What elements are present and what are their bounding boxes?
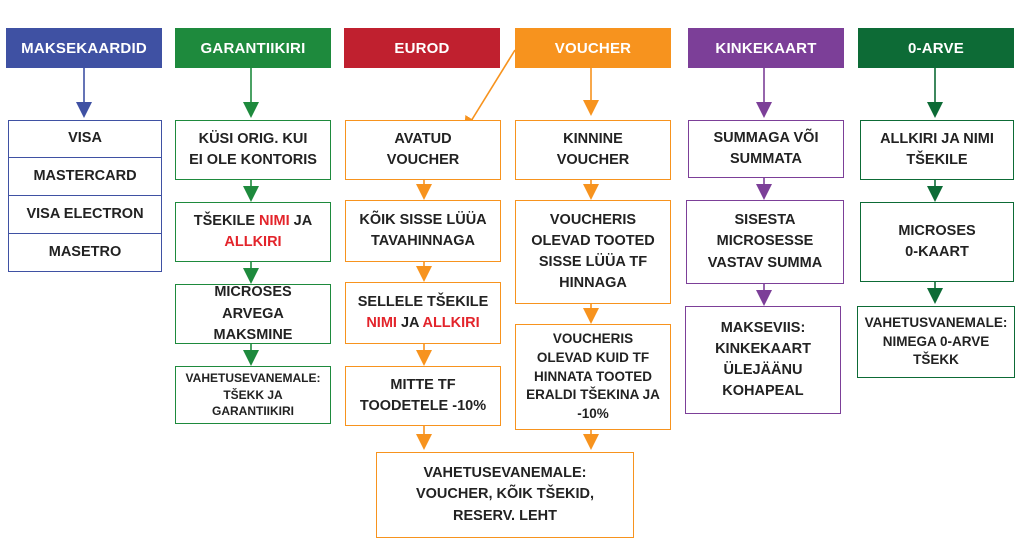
card-visa: [8, 120, 162, 158]
header-voucher: VOUCHER: [515, 28, 671, 68]
a4-line-2: TOODETELE -10%: [359, 398, 487, 414]
a1-line-1: AVATUD: [394, 130, 452, 147]
k2-line-2: OLEVAD TOOTED: [531, 232, 655, 249]
o1-line-1: ALLKIRI JA NIMI: [880, 130, 994, 147]
g3-line-1: MICROSES ARVEGA: [214, 284, 292, 322]
kk3-line-2: KINKEKAART: [715, 340, 811, 357]
avatud-step-2: [345, 200, 501, 262]
g3-line-2: MAKSMINE: [213, 326, 293, 343]
g2-name: NIMI: [259, 212, 290, 229]
kinkekaart-step-1: [688, 120, 844, 178]
card-masetro: [8, 234, 162, 272]
k3-line-5: -10%: [577, 406, 609, 422]
a2-line-2: TAVAHINNAGA: [371, 233, 475, 249]
kk3-line-4: KOHAPEAL: [722, 383, 804, 400]
header-maksekaardid: MAKSEKAARDID: [6, 28, 162, 68]
k2-line-1: VOUCHERIS: [549, 211, 637, 228]
final-line-2: VOUCHER, KÕIK TŠEKID,: [415, 486, 595, 503]
header-garantiikiri: GARANTIIKIRI: [175, 28, 331, 68]
a3-line-2: [358, 313, 489, 334]
kk1-line-2: SUMMATA: [730, 151, 802, 167]
a3-name: NIMI: [366, 315, 397, 331]
k3-line-1: VOUCHERIS: [552, 330, 634, 346]
g2-pre: TŠEKILE: [193, 212, 260, 229]
garantiikiri-step-3: [175, 284, 331, 344]
card-visa-electron-label: VISA ELECTRON: [26, 205, 144, 222]
kk2-line-3: VASTAV SUMMA: [707, 254, 823, 271]
arve-step-2: [860, 202, 1014, 282]
card-mastercard: [8, 158, 162, 196]
kk2-line-1: SISESTA: [734, 212, 796, 229]
g1-line-2: EI OLE KONTORIS: [189, 152, 317, 168]
kinkekaart-step-2: [686, 200, 844, 284]
voucher-final-box: [376, 452, 634, 538]
kinnine-step-1: [515, 120, 671, 180]
k2-line-4: HINNAGA: [559, 275, 627, 292]
k3-line-3: HINNATA TOOTED: [533, 368, 652, 384]
k3-line-2: OLEVAD KUID TF: [536, 349, 650, 365]
g2-mid: JA: [289, 212, 313, 229]
card-mastercard-label: MASTERCARD: [33, 167, 137, 184]
final-line-1: VAHETUSEVANEMALE:: [423, 465, 587, 482]
header-0-arve: 0-ARVE: [858, 28, 1014, 68]
o2-line-2: 0-KAART: [905, 244, 969, 260]
a4-line-1: MITTE TF: [390, 376, 456, 393]
a3-mid: JA: [396, 315, 423, 331]
card-masetro-label: MASETRO: [48, 243, 122, 260]
k3-line-4: ERALDI TŠEKINA JA: [526, 387, 660, 403]
kk3-line-3: ÜLEJÄÄNU: [723, 362, 803, 378]
garantiikiri-step-4: [175, 366, 331, 424]
kk2-line-2: MICROSESSE: [716, 233, 814, 250]
g2-sign: ALLKIRI: [224, 234, 282, 250]
o1-line-2: TŠEKILE: [906, 152, 968, 168]
k1-line-1: KINNINE: [563, 130, 623, 147]
a3-sign: ALLKIRI: [422, 315, 480, 331]
k1-line-2: VOUCHER: [556, 152, 630, 168]
o3-line-2: NIMEGA 0-ARVE: [882, 333, 990, 349]
header-eurod: EUROD: [344, 28, 500, 68]
kinnine-step-3: [515, 324, 671, 430]
o2-line-1: MICROSES: [898, 222, 976, 239]
final-line-3: RESERV. LEHT: [453, 507, 557, 524]
header-kinkekaart: KINKEKAART: [688, 28, 844, 68]
garantiikiri-step-1: [175, 120, 331, 180]
card-visa-electron: [8, 196, 162, 234]
avatud-step-1: [345, 120, 501, 180]
kinnine-step-2: [515, 200, 671, 304]
arve-step-1: [860, 120, 1014, 180]
g1-line-1: KÜSI ORIG. KUI: [198, 130, 308, 147]
a2-line-1: KÕIK SISSE LÜÜA: [359, 211, 487, 228]
garantiikiri-step-2: [175, 202, 331, 262]
o3-line-3: TŠEKK: [913, 352, 959, 368]
g4-line-2: TŠEKK JA GARANTIIKIRI: [212, 387, 294, 419]
k2-line-3: SISSE LÜÜA TF: [538, 254, 648, 270]
kk1-line-1: SUMMAGA VÕI: [713, 129, 819, 146]
card-visa-label: VISA: [68, 130, 102, 147]
a3-line-1: SELLELE TŠEKILE: [357, 293, 489, 310]
a1-line-2: VOUCHER: [386, 152, 460, 168]
avatud-step-3: [345, 282, 501, 344]
arve-step-3: [857, 306, 1015, 378]
g4-line-1: VAHETUSEVANEMALE:: [185, 370, 321, 385]
kinkekaart-step-3: [685, 306, 841, 414]
g2-line-1: [194, 211, 312, 232]
avatud-step-4: [345, 366, 501, 426]
kk3-line-1: MAKSEVIIS:: [720, 319, 806, 336]
o3-line-1: VAHETUSVANEMALE:: [864, 314, 1008, 330]
